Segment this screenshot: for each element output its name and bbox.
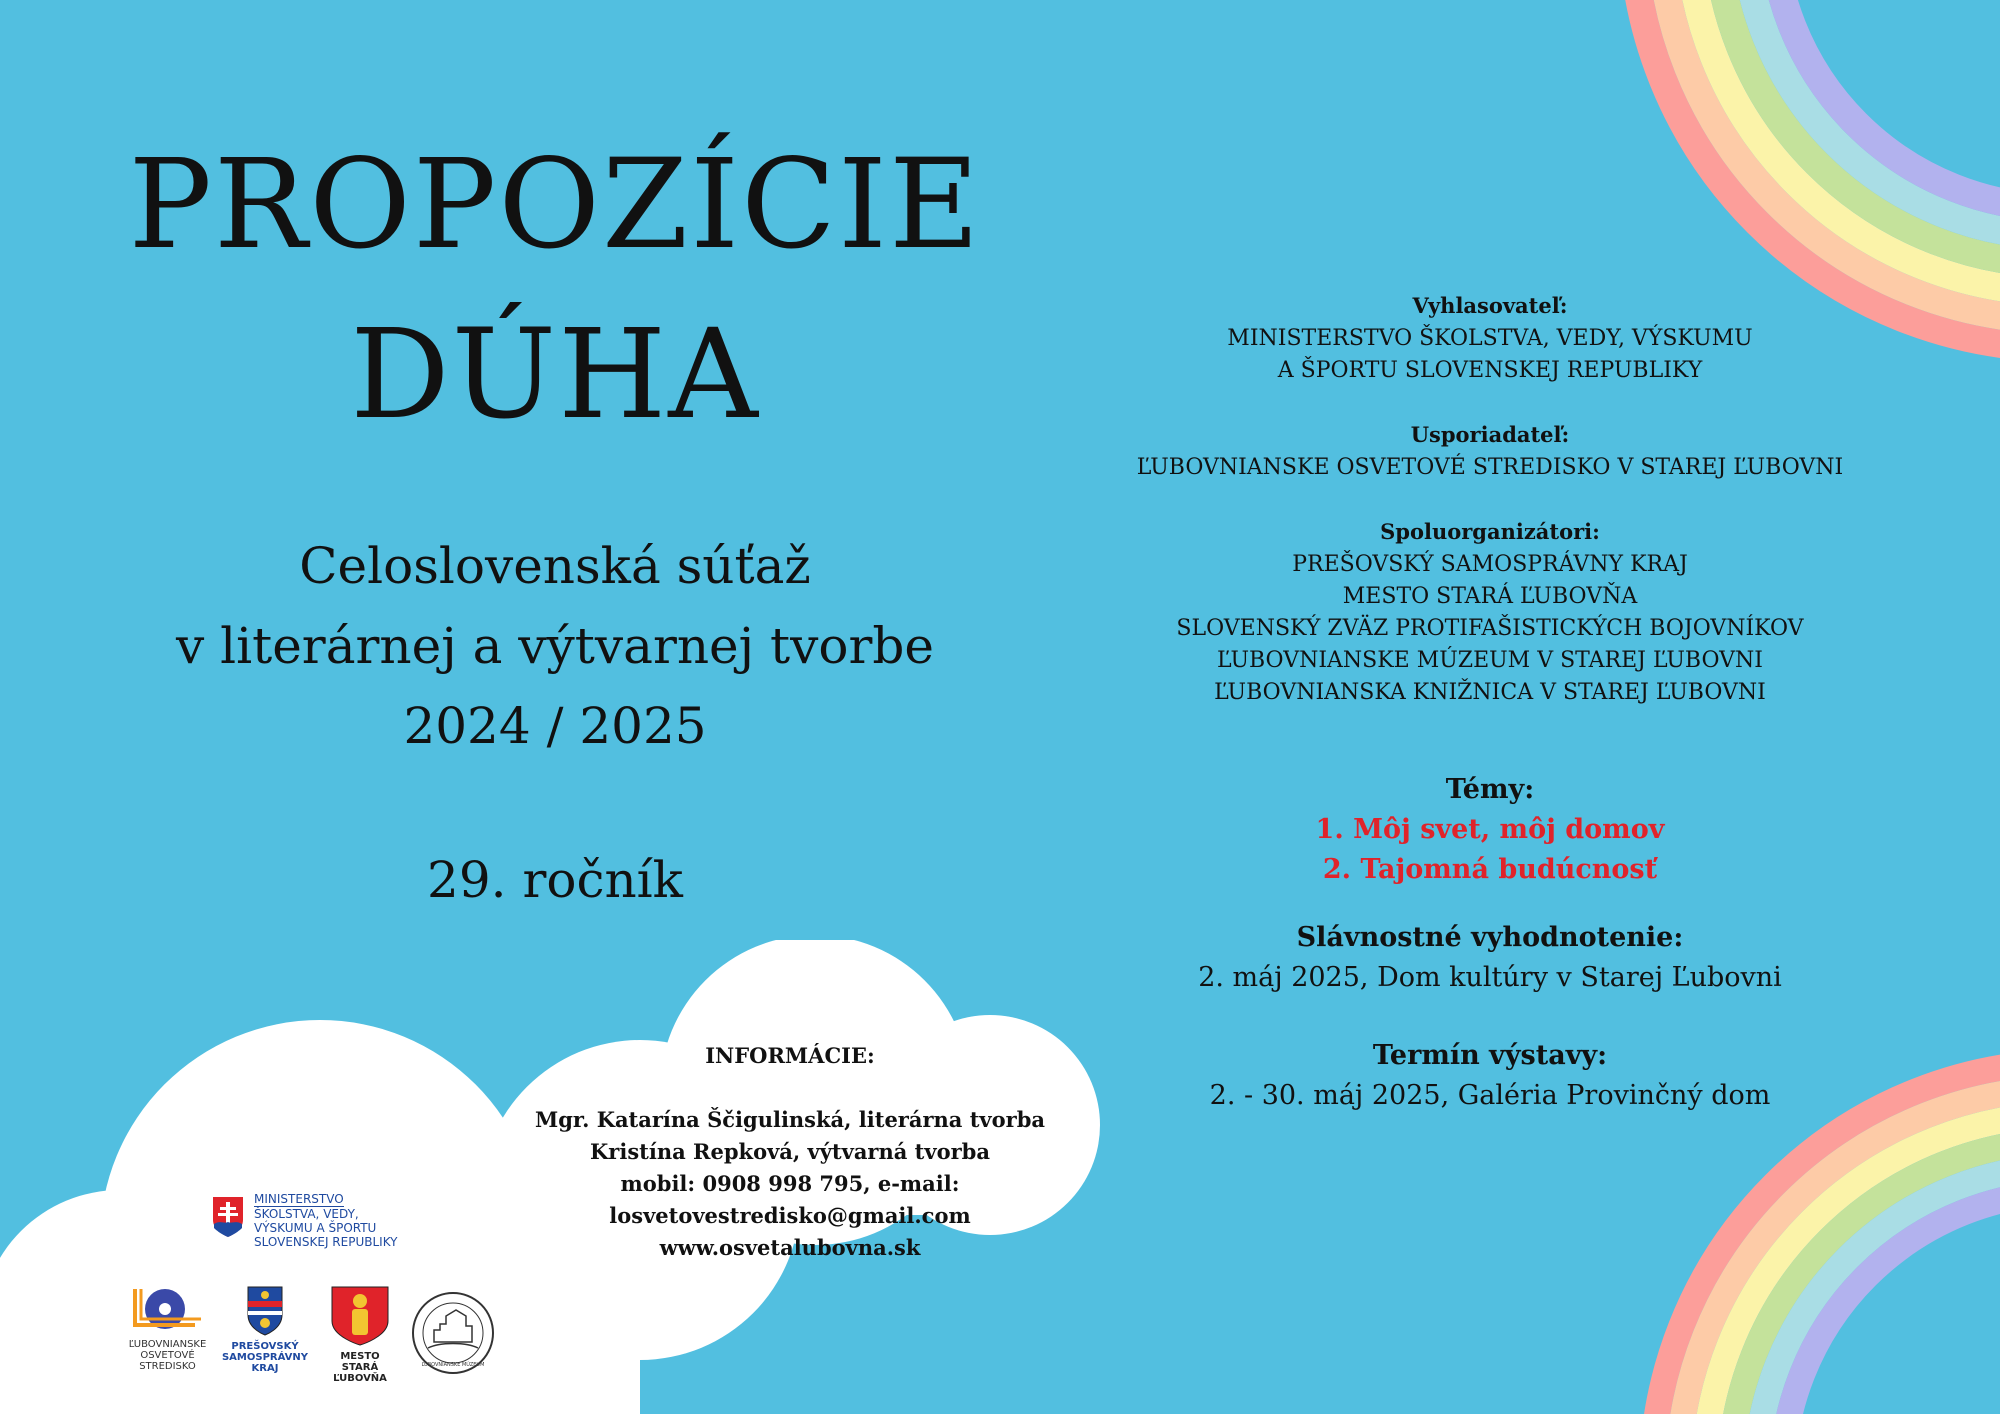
co-organizer-line: SLOVENSKÝ ZVÄZ PROTIFAŠISTICKÝCH BOJOVNÍKOV (1176, 616, 1804, 641)
info-website[interactable]: www.osvetalubovna.sk (659, 1235, 921, 1260)
info-line: Mgr. Katarína Ščigulinská, literárna tvorba (535, 1107, 1045, 1132)
themes-label: Témy: (1445, 774, 1535, 805)
los-emblem-icon (125, 1285, 210, 1335)
ministry-logo-line: MINISTERSTVO (254, 1192, 344, 1206)
psk-logo-line: KRAJ (251, 1363, 279, 1374)
ministry-logo-line: SLOVENSKEJ REPUBLIKY (254, 1235, 398, 1249)
theme-item-1: 1. Môj svet, môj domov (1315, 814, 1665, 845)
museum-logo (410, 1290, 496, 1376)
info-line: Kristína Repková, výtvarná tvorba (590, 1139, 990, 1164)
announcer-label: Vyhlasovateľ: (1412, 293, 1568, 318)
co-organizer-line: ĽUBOVNIANSKA KNIŽNICA V STAREJ ĽUBOVNI (1214, 680, 1766, 705)
subtitle-line-2: v literárnej a výtvarnej tvorbe (176, 617, 934, 675)
organizer-name: ĽUBOVNIANSKE OSVETOVÉ STREDISKO V STAREJ ĽUBOVNI (1136, 455, 1844, 480)
exhibition-label: Termín výstavy: (1372, 1040, 1608, 1071)
co-organizer-line: ĽUBOVNIANSKE MÚZEUM V STAREJ ĽUBOVNI (1217, 648, 1763, 673)
organizer-label: Usporiadateľ: (1410, 422, 1570, 447)
museum-logo-text: ĽUBOVNIANSKE MÚZEUM (421, 1362, 485, 1368)
psk-logo-line: SAMOSPRÁVNY (221, 1352, 309, 1363)
subtitle-year: 2024 / 2025 (403, 697, 707, 755)
slovak-coat-of-arms-icon (210, 1194, 246, 1240)
evaluation-label: Slávnostné vyhodnotenie: (1296, 922, 1684, 953)
los-logo-line: STREDISKO (139, 1361, 196, 1372)
city-logo-line: STARÁ ĽUBOVŇA (333, 1362, 387, 1384)
info-block (480, 1040, 1100, 1264)
exhibition-value: 2. - 30. máj 2025, Galéria Provinčný dom (1209, 1080, 1771, 1111)
co-organizer-line: MESTO STARÁ ĽUBOVŇA (1342, 584, 1638, 609)
los-logo-line: OSVETOVÉ (140, 1350, 195, 1361)
los-logo (125, 1285, 210, 1385)
announcer-line: A ŠPORTU SLOVENSKEJ REPUBLIKY (1277, 358, 1703, 383)
page-title-duha: DÚHA (350, 303, 760, 447)
co-organizer-line: PREŠOVSKÝ SAMOSPRÁVNY KRAJ (1292, 552, 1688, 577)
subtitle-line-1: Celoslovenská súťaž (299, 537, 811, 595)
page-title: PROPOZÍCIE (128, 133, 982, 277)
psk-logo (220, 1285, 310, 1385)
ministry-logo-line: ŠKOLSTVA, VEDY, (254, 1207, 359, 1221)
announcer-line: MINISTERSTVO ŠKOLSTVA, VEDY, VÝSKUMU (1227, 326, 1753, 351)
info-contact: mobil: 0908 998 795, e-mail: losvetovestredisko@gmail.com (609, 1171, 971, 1228)
los-logo-line: ĽUBOVNIANSKE (128, 1339, 207, 1350)
psk-coat-of-arms-icon (220, 1285, 310, 1337)
city-logo (320, 1285, 400, 1385)
theme-item-2: 2. Tajomná budúcnosť (1322, 854, 1658, 885)
announcer-block (1080, 290, 1900, 709)
ministry-logo-line: VÝSKUMU A ŠPORTU (254, 1221, 377, 1235)
ministry-logo (210, 1192, 460, 1272)
edition: 29. ročník (427, 851, 683, 909)
info-label: INFORMÁCIE: (705, 1043, 875, 1068)
evaluation-value: 2. máj 2025, Dom kultúry v Starej Ľubovni (1198, 962, 1782, 993)
city-coat-of-arms-icon (320, 1285, 400, 1347)
themes-block (1080, 770, 1900, 1116)
city-logo-line: MESTO (340, 1351, 380, 1362)
psk-logo-line: PREŠOVSKÝ (231, 1341, 299, 1352)
co-organizers-label: Spoluorganizátori: (1380, 519, 1600, 544)
